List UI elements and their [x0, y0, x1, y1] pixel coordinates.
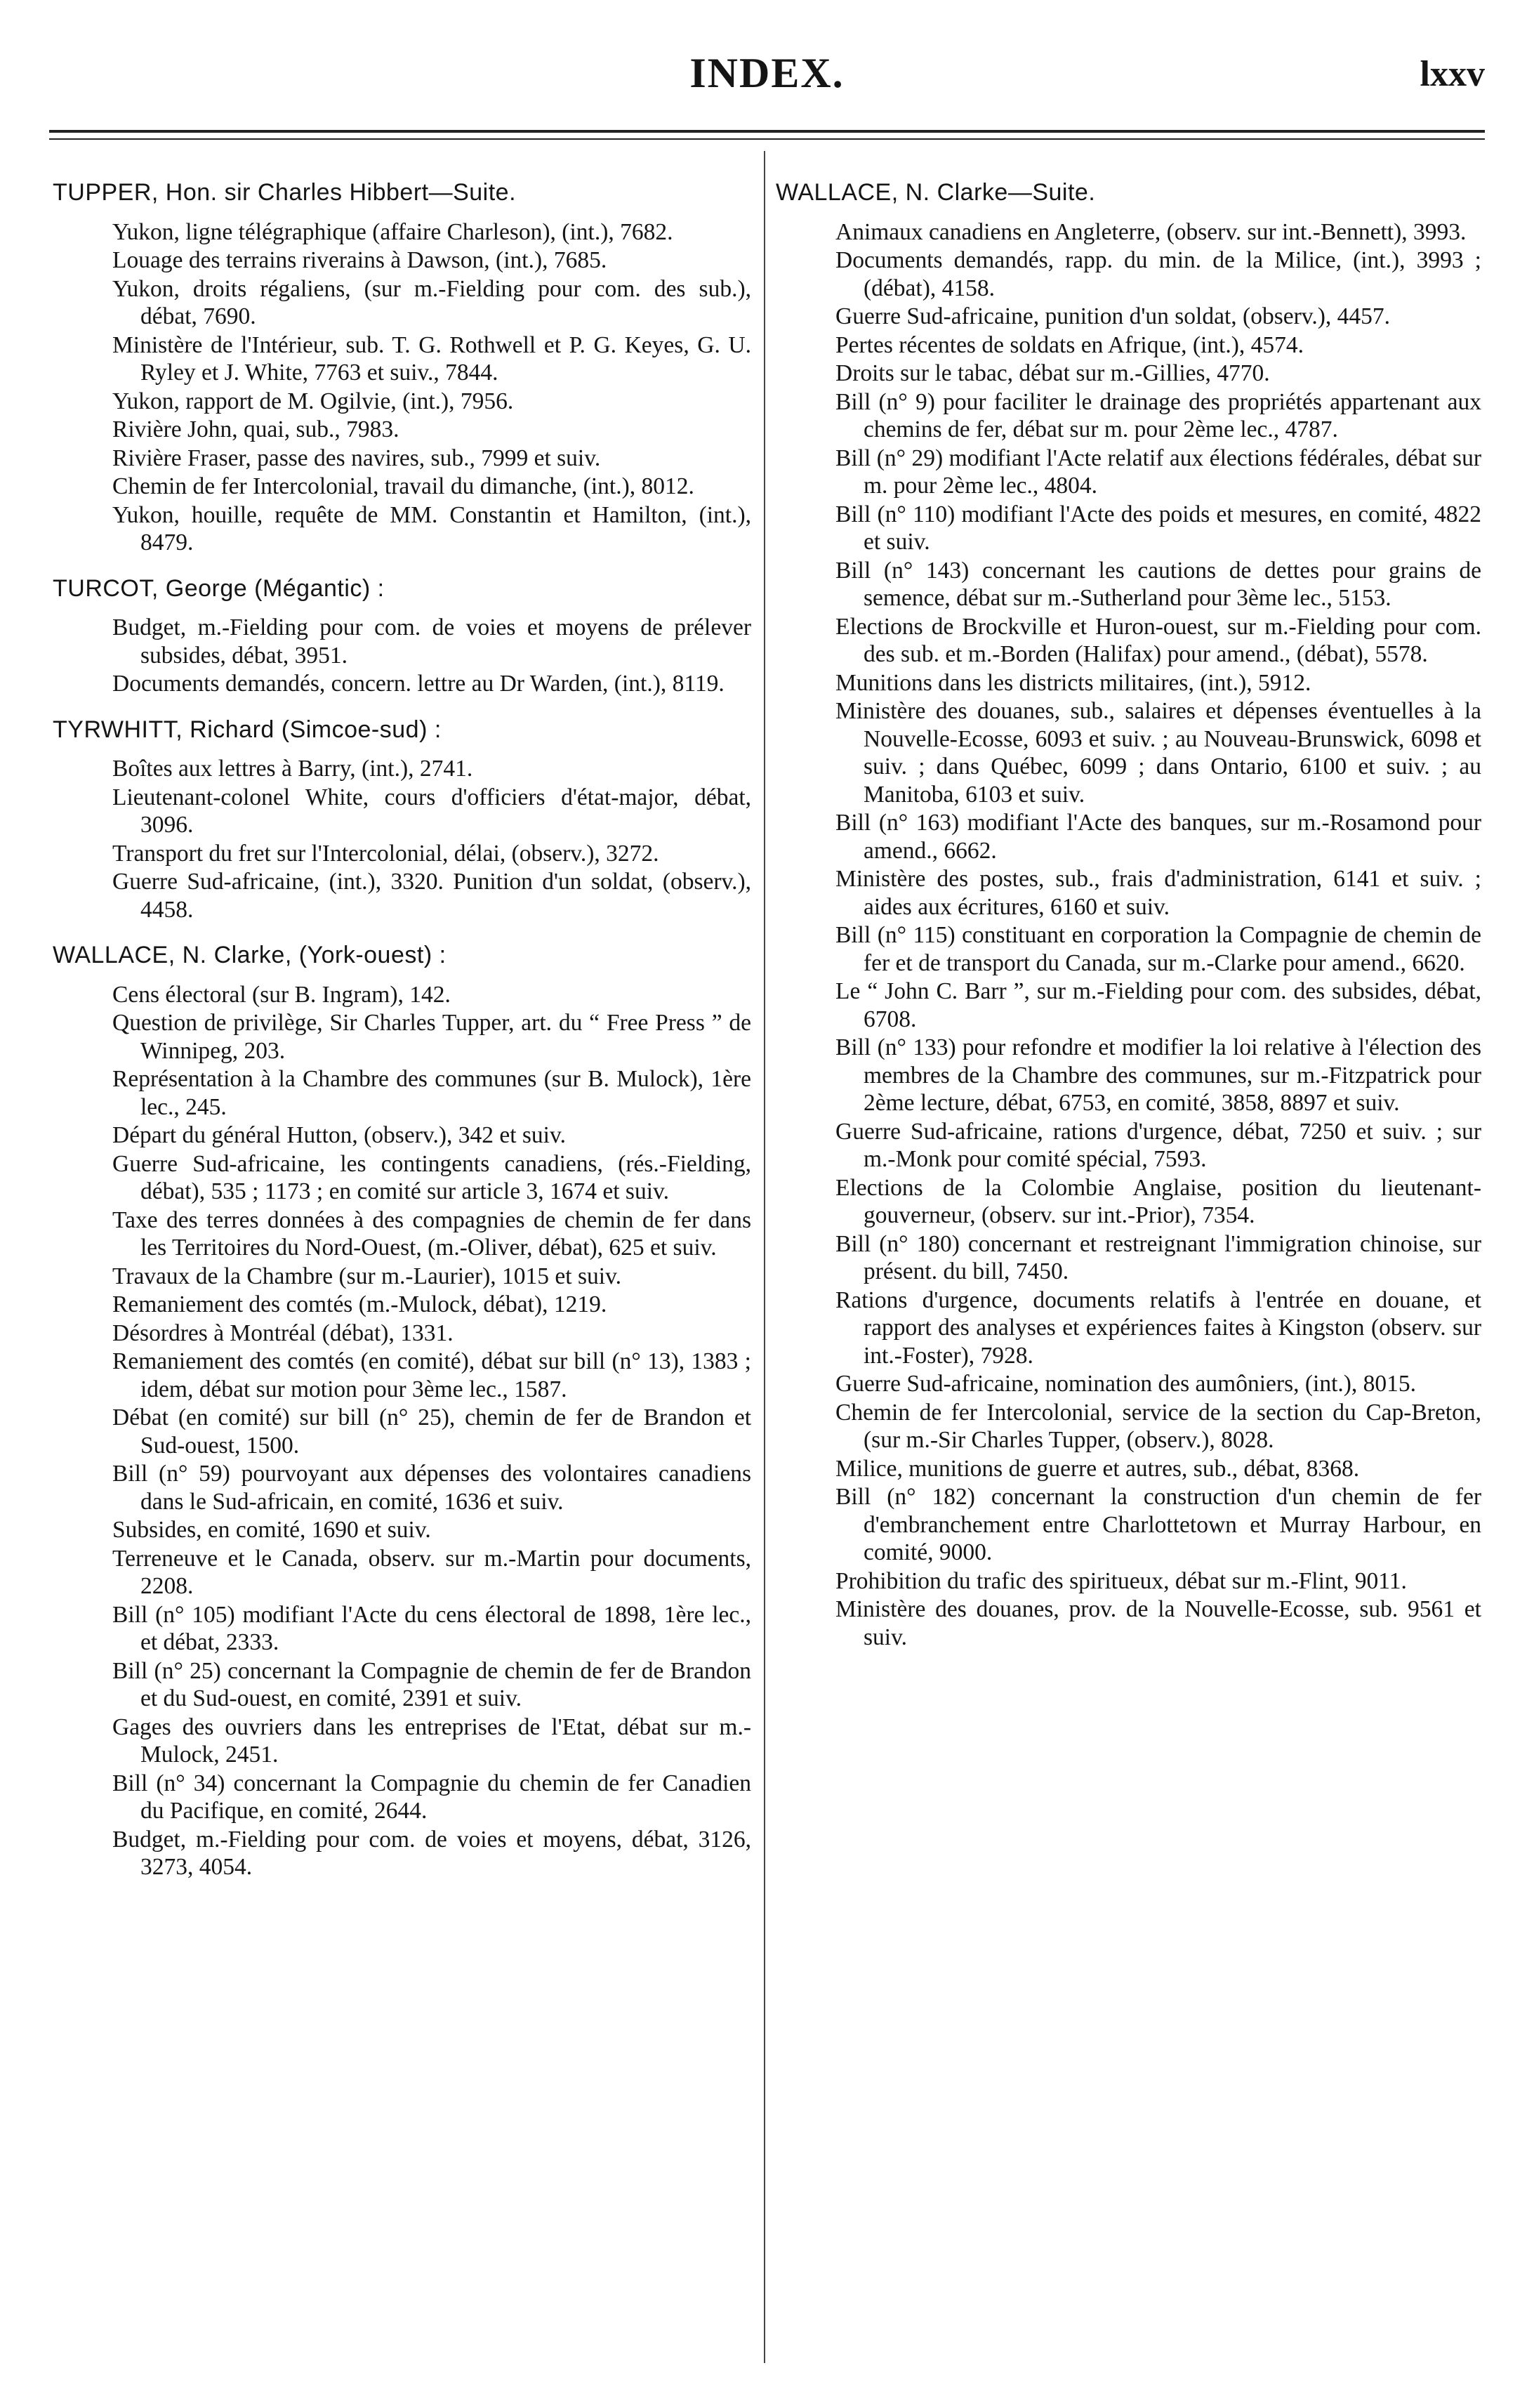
section-heading: TURCOT, George (Mégantic) : — [53, 574, 385, 602]
index-entry: Documents demandés, concern. lettre au Dr Warden, (int.), 8119. — [112, 671, 725, 697]
index-entry: Bill (n° 115) constituant en corporation la Compagnie de chemin de fer et de transport du Canada, sur m.-Clarke pour amend., 6620. — [835, 922, 1481, 976]
index-entry: Bill (n° 163) modifiant l'Acte des banques, sur m.-Rosamond pour amend., 6662. — [835, 810, 1481, 864]
index-entry: Cens électoral (sur B. Ingram), 142. — [112, 981, 451, 1008]
index-entry: Bill (n° 182) concernant la construction d'un chemin de fer d'embranchement entre Charlottetown et Murray Harbour, en comité, 9000. — [835, 1484, 1481, 1565]
index-entry: Milice, munitions de guerre et autres, sub., débat, 8368. — [835, 1455, 1360, 1482]
index-entry: Bill (n° 110) modifiant l'Acte des poids et mesures, en comité, 4822 et suiv. — [835, 501, 1481, 555]
index-entry: Subsides, en comité, 1690 et suiv. — [112, 1517, 431, 1543]
index-section — [53, 179, 751, 557]
section-heading: TYRWHITT, Richard (Simcoe-sud) : — [53, 716, 442, 743]
index-entry: Guerre Sud-africaine, rations d'urgence, débat, 7250 et suiv. ; sur m.-Monk pour comité spécial, 7593. — [835, 1118, 1481, 1172]
index-entry: Bill (n° 25) concernant la Compagnie de chemin de fer de Brandon et du Sud-ouest, en comité, 2391 et suiv. — [112, 1657, 751, 1711]
index-entry: Ministère des douanes, prov. de la Nouvelle-Ecosse, sub. 9561 et suiv. — [835, 1596, 1481, 1650]
index-entry: Gages des ouvriers dans les entreprises de l'Etat, débat sur m.-Mulock, 2451. — [112, 1713, 751, 1768]
index-entry: Boîtes aux lettres à Barry, (int.), 2741. — [112, 756, 473, 782]
right-column — [776, 179, 1481, 1669]
index-entry: Bill (n° 34) concernant la Compagnie du chemin de fer Canadien du Pacifique, en comité, 2644. — [112, 1770, 751, 1824]
index-entry: Départ du général Hutton, (observ.), 342 et suiv. — [112, 1122, 566, 1148]
index-section — [53, 942, 751, 1881]
index-entry: Pertes récentes de soldats en Afrique, (int.), 4574. — [835, 331, 1304, 358]
index-entry: Rivière Fraser, passe des navires, sub., 7999 et suiv. — [112, 445, 601, 471]
index-entry: Bill (n° 143) concernant les cautions de dettes pour grains de semence, débat sur m.-Sutherland pour 3ème lec., 5153. — [835, 557, 1481, 611]
index-entry: Guerre Sud-africaine, les contingents canadiens, (rés.-Fielding, débat), 535 ; 1173 ; en comité sur article 3, 1674 et suiv. — [112, 1150, 751, 1204]
index-entry: Ministère des postes, sub., frais d'administration, 6141 et suiv. ; aides aux écritures, 6160 et suiv. — [835, 866, 1481, 920]
index-entry: Désordres à Montréal (débat), 1331. — [112, 1320, 454, 1346]
index-entry: Remaniement des comtés (en comité), débat sur bill (n° 13), 1383 ; idem, débat sur motion pour 3ème lec., 1587. — [112, 1348, 751, 1402]
page-header — [0, 49, 1534, 105]
index-entry: Yukon, ligne télégraphique (affaire Charleson), (int.), 7682. — [112, 218, 673, 245]
index-entry: Ministère des douanes, sub., salaires et dépenses éventuelles à la Nouvelle-Ecosse, 6093 et suiv. ; au Nouveau-Brunswick, 6098 et suiv. ; dans Québec, 6099 ; dans Ontario, 6100 et suiv. ; au Manitoba, 6103 et suiv. — [835, 698, 1481, 808]
index-entry: Yukon, rapport de M. Ogilvie, (int.), 7956. — [112, 388, 514, 414]
index-section — [776, 179, 1481, 1651]
index-entry: Guerre Sud-africaine, nomination des aumôniers, (int.), 8015. — [835, 1371, 1417, 1397]
index-entry: Chemin de fer Intercolonial, travail du dimanche, (int.), 8012. — [112, 473, 694, 499]
index-entry: Remaniement des comtés (m.-Mulock, débat), 1219. — [112, 1291, 607, 1317]
index-entry: Bill (n° 59) pourvoyant aux dépenses des volontaires canadiens dans le Sud-africain, en comité, 1636 et suiv. — [112, 1461, 751, 1515]
index-entry: Elections de Brockville et Huron-ouest, sur m.-Fielding pour com. des sub. et m.-Borden (Halifax) pour amend., (débat), 5578. — [835, 613, 1481, 667]
section-heading: WALLACE, N. Clarke—Suite. — [776, 179, 1096, 206]
left-column — [53, 179, 751, 1900]
index-entry: Droits sur le tabac, débat sur m.-Gillies, 4770. — [835, 360, 1270, 386]
index-entry: Documents demandés, rapp. du min. de la Milice, (int.), 3993 ; (débat), 4158. — [835, 247, 1481, 301]
index-entry: Travaux de la Chambre (sur m.-Laurier), 1015 et suiv. — [112, 1263, 622, 1289]
index-entry: Yukon, droits régaliens, (sur m.-Fielding pour com. des sub.), débat, 7690. — [112, 275, 751, 329]
index-section — [53, 575, 751, 698]
section-heading: TUPPER, Hon. sir Charles Hibbert—Suite. — [53, 179, 517, 206]
index-entry: Question de privilège, Sir Charles Tupper, art. du “ Free Press ” de Winnipeg, 203. — [112, 1010, 751, 1064]
index-entry: Bill (n° 105) modifiant l'Acte du cens électoral de 1898, 1ère lec., et débat, 2333. — [112, 1601, 751, 1655]
index-entry: Lieutenant-colonel White, cours d'officiers d'état-major, débat, 3096. — [112, 784, 751, 838]
index-entry: Terreneuve et le Canada, observ. sur m.-Martin pour documents, 2208. — [112, 1545, 751, 1599]
index-section — [53, 716, 751, 924]
index-entry: Elections de la Colombie Anglaise, position du lieutenant-gouverneur, (observ. sur int.-Prior), 7354. — [835, 1174, 1481, 1228]
header-rule — [49, 130, 1485, 140]
index-entry: Louage des terrains riverains à Dawson, (int.), 7685. — [112, 247, 607, 273]
page-number: lxxv — [1420, 54, 1485, 94]
index-entry: Bill (n° 180) concernant et restreignant l'immigration chinoise, sur présent. du bill, 7450. — [835, 1230, 1481, 1284]
index-entry: Munitions dans les districts militaires, (int.), 5912. — [835, 669, 1311, 696]
index-entry: Transport du fret sur l'Intercolonial, délai, (observ.), 3272. — [112, 840, 659, 867]
index-entry: Animaux canadiens en Angleterre, (observ. sur int.-Bennett), 3993. — [835, 218, 1467, 245]
index-entry: Bill (n° 29) modifiant l'Acte relatif aux élections fédérales, débat sur m. pour 2ème lec., 4804. — [835, 445, 1481, 499]
index-entry: Rivière John, quai, sub., 7983. — [112, 416, 399, 442]
index-entry: Chemin de fer Intercolonial, service de la section du Cap-Breton, (sur m.-Sir Charles Tupper, (observ.), 8028. — [835, 1399, 1481, 1453]
index-entry: Budget, m.-Fielding pour com. de voies et moyens, débat, 3126, 3273, 4054. — [112, 1826, 751, 1880]
index-entry: Bill (n° 9) pour faciliter le drainage des propriétés appartenant aux chemins de fer, débat sur m. pour 2ème lec., 4787. — [835, 388, 1481, 442]
index-entry: Représentation à la Chambre des communes (sur B. Mulock), 1ère lec., 245. — [112, 1066, 751, 1120]
index-entry: Yukon, houille, requête de MM. Constantin et Hamilton, (int.), 8479. — [112, 501, 751, 555]
index-entry: Bill (n° 133) pour refondre et modifier la loi relative à l'élection des membres de la Chambre des communes, sur m.-Fitzpatrick pour 2ème lecture, débat, 6753, en comité, 3858, 8897 et suiv. — [835, 1034, 1481, 1116]
page-title: INDEX. — [689, 50, 845, 96]
index-entry: Prohibition du trafic des spiritueux, débat sur m.-Flint, 9011. — [835, 1567, 1407, 1594]
index-entry: Guerre Sud-africaine, (int.), 3320. Punition d'un soldat, (observ.), 4458. — [112, 869, 751, 923]
index-entry: Budget, m.-Fielding pour com. de voies et moyens de prélever subsides, débat, 3951. — [112, 614, 751, 669]
section-heading: WALLACE, N. Clarke, (York-ouest) : — [53, 942, 447, 968]
index-entry: Ministère de l'Intérieur, sub. T. G. Rothwell et P. G. Keyes, G. U. Ryley et J. White, 7763 et suiv., 7844. — [112, 331, 751, 386]
index-entry: Débat (en comité) sur bill (n° 25), chemin de fer de Brandon et Sud-ouest, 1500. — [112, 1404, 751, 1459]
index-entry: Taxe des terres données à des compagnies de chemin de fer dans les Territoires du Nord-Ouest, (m.-Oliver, débat), 625 et suiv. — [112, 1206, 751, 1261]
index-entry: Le “ John C. Barr ”, sur m.-Fielding pour com. des subsides, débat, 6708. — [835, 978, 1481, 1032]
column-divider — [764, 151, 765, 2363]
index-entry: Guerre Sud-africaine, punition d'un soldat, (observ.), 4457. — [835, 303, 1390, 329]
index-entry: Rations d'urgence, documents relatifs à l'entrée en douane, et rapport des analyses et expériences faites à Kingston (observ. sur int.-Foster), 7928. — [835, 1287, 1481, 1369]
